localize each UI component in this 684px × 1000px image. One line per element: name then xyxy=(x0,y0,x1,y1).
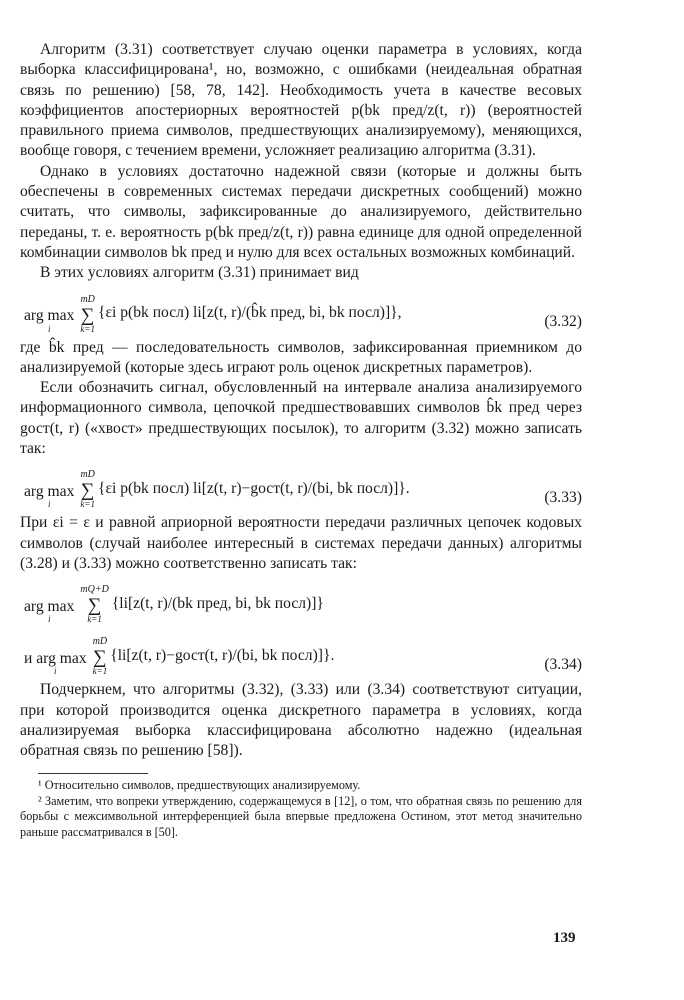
equation-number: (3.34) xyxy=(544,655,582,673)
eq-op-sub: i xyxy=(47,614,51,625)
footnote-divider xyxy=(38,773,148,774)
equation-number: (3.32) xyxy=(544,313,582,331)
eq-lead: arg max xyxy=(24,482,75,500)
eq-expression: {li[z(t, r)/(bk пред, bi, bk посл)]} xyxy=(111,594,324,612)
equation-3-34b xyxy=(20,630,582,678)
sum-sup: mD xyxy=(92,636,108,648)
eq-lead: arg max xyxy=(24,306,75,324)
footnote-2: ² Заметим, что вопреки утверждению, содержащемуся в [12], о том, что обратная связь по решению для борьбы с межсимвольной интерференцией была впервые предложена Остином, этот метод значительно раньше рассматривался в [50]. xyxy=(20,793,582,839)
sum-sub: k=1 xyxy=(92,666,108,677)
eq-op-sub: i xyxy=(54,666,57,677)
eq-op-sub: i xyxy=(47,323,51,334)
page-number: 139 xyxy=(553,930,576,946)
sum-symbol: mD ∑ k=1 xyxy=(80,293,95,334)
sum-sub: k=1 xyxy=(80,499,95,510)
eq-lead: arg max xyxy=(24,597,75,615)
equation-3-32 xyxy=(20,288,582,336)
paragraph-6: При εi = ε и равной априорной вероятности передачи различных цепочек кодовых символов (случай наиболее интересный в системах передачи данных) алгоритмы (3.28) и (3.33) можно соответственно записать так: xyxy=(20,514,582,572)
sum-sup: mD xyxy=(80,469,95,481)
sum-symbol: mD ∑ k=1 xyxy=(92,636,108,677)
paragraph-4: где b̂k пред — последовательность символов, зафиксированная приемником до анализируемой (которые здесь играют роль оценок дискретных параметров). xyxy=(20,338,582,376)
sum-sup: mQ+D xyxy=(80,584,109,596)
paragraph-2: Однако в условиях достаточно надежной связи (которые и должны быть обеспечены в современных системах передачи дискретных сообщений) можно считать, что символы, зафиксированные до анализируемого, действительно переданы, т. е. вероятность p(bk пред/z(t, r)) равна единице для одной определенной комбинации символов bk пред и нулю для всех остальных возможных комбинаций. xyxy=(20,162,582,261)
paragraph-5: Если обозначить сигнал, обусловленный на интервале анализа анализируемого информационного символа, цепочкой предшествовавших символов b̂k пред через gост(t, r) («хвост» предшествующих посылок), то алгоритм (3.32) можно записать так: xyxy=(20,379,582,458)
sum-sup: mD xyxy=(80,293,95,305)
eq-expression: {εi p(bk посл) li[z(t, r)−gост(t, r)/(bi, bk посл)]}. xyxy=(97,480,410,498)
eq-lead: и arg max xyxy=(24,649,87,667)
eq-op-sub: i xyxy=(47,499,51,510)
sum-symbol: mQ+D ∑ k=1 xyxy=(80,584,109,625)
paragraph-1: Алгоритм (3.31) соответствует случаю оценки параметра в условиях, когда выборка классифицирована¹, но, возможно, с ошибками (неидеальная обратная связь по решению) [58, 78, 142]. Необходимость учета в качестве весовых коэффициентов апостериорных вероятностей p(bk пред/z(t, r)) (вероятностей правильного приема символов, предшествующих анализируемому), меняющихся, вообще говоря, с течением времени, усложняет реализацию алгоритма (3.31). xyxy=(20,41,582,160)
footnote-1: ¹ Относительно символов, предшествующих анализируемому. xyxy=(38,778,361,793)
paragraph-7: Подчеркнем, что алгоритмы (3.32), (3.33) или (3.34) соответствуют ситуации, при которой производится оценка дискретного параметра в условиях, когда анализируемая выборка классифицирована абсолютно надежно (идеальная обратная связь по решению [58]). xyxy=(20,681,582,760)
eq-expression: {li[z(t, r)−gост(t, r)/(bi, bk посл)]}. xyxy=(110,646,335,664)
page-content xyxy=(20,40,582,840)
sum-sub: k=1 xyxy=(87,614,102,625)
paragraph-3: В этих условиях алгоритм (3.31) принимает вид xyxy=(40,264,359,282)
eq-expression: {εi p(bk посл) li[z(t, r)/(b̂k пред, bi, bk посл)]}, xyxy=(97,304,402,322)
equation-number: (3.33) xyxy=(544,489,582,507)
sum-sub: k=1 xyxy=(80,323,95,334)
equation-3-34a xyxy=(20,578,582,626)
equation-3-33 xyxy=(20,463,582,511)
sum-symbol: mD ∑ k=1 xyxy=(80,469,95,510)
